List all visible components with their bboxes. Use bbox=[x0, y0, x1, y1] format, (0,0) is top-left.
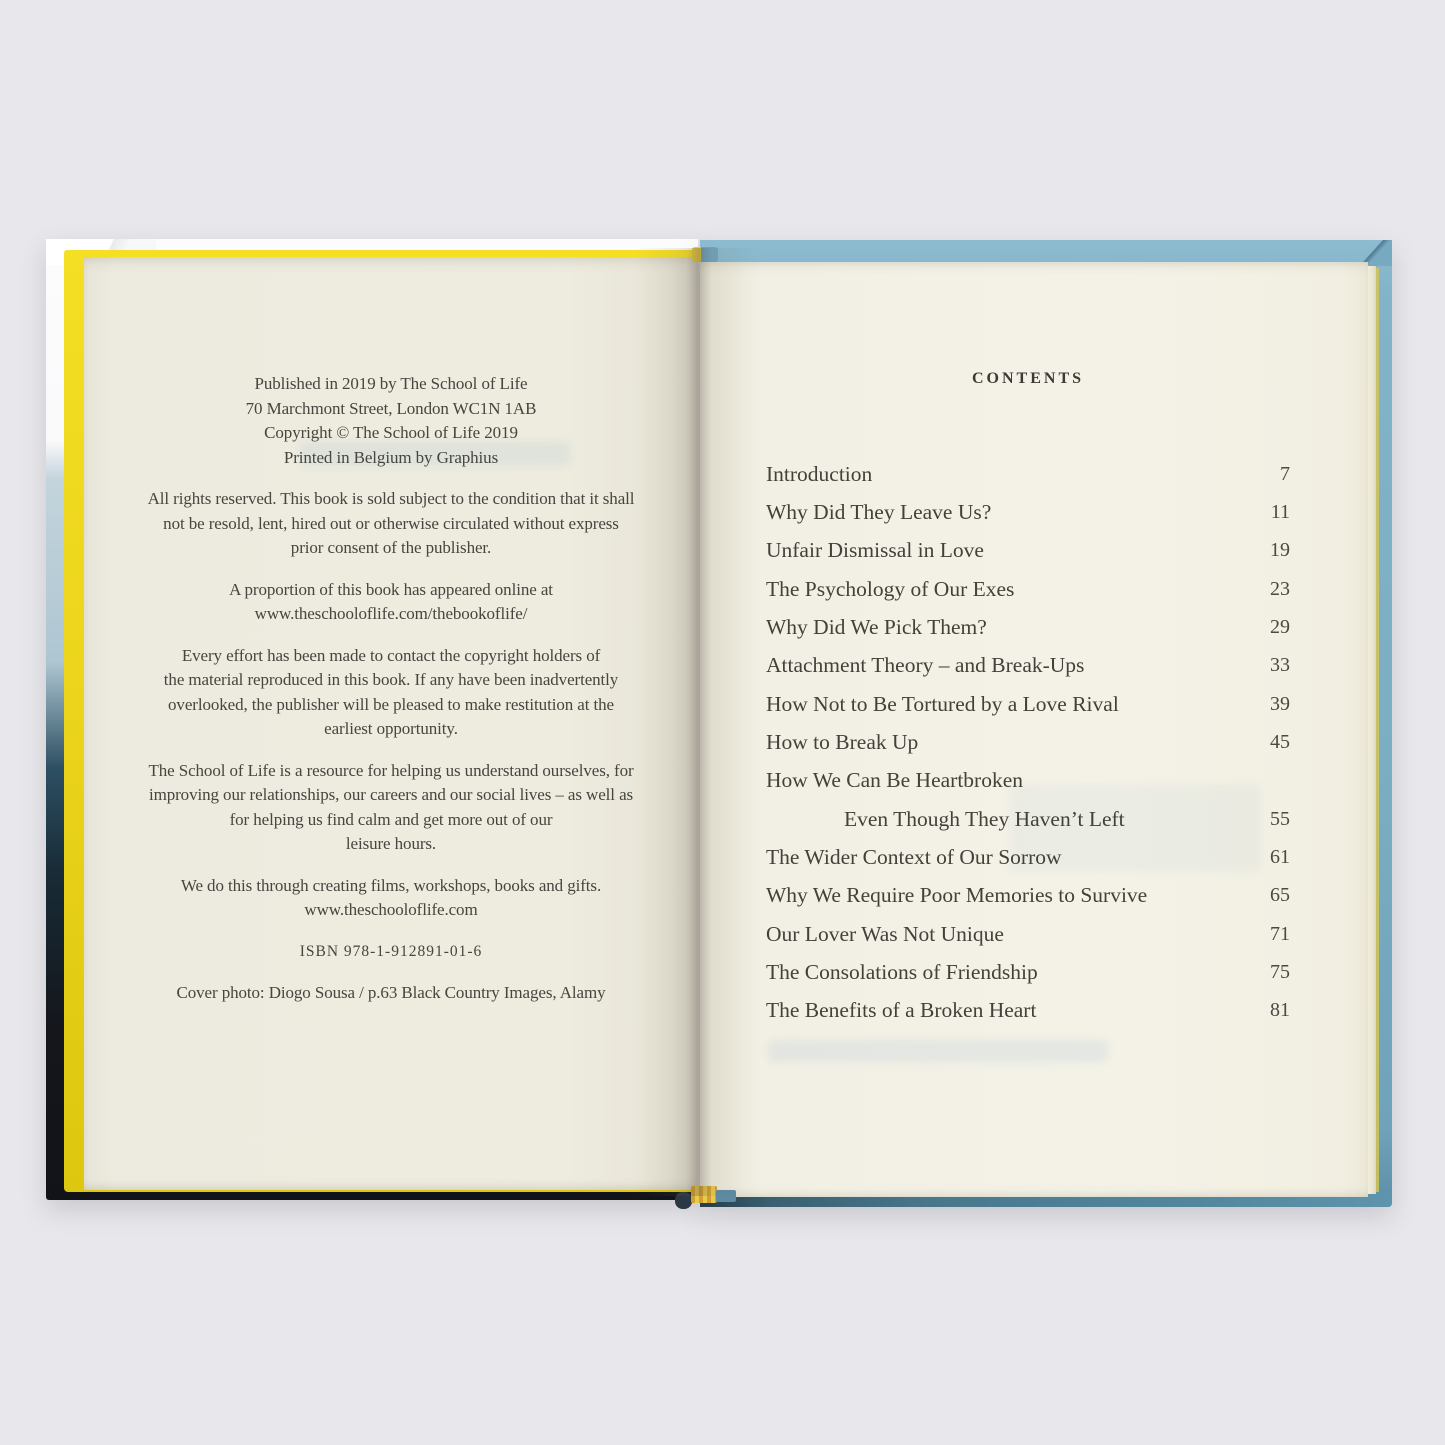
contents-heading: CONTENTS bbox=[971, 370, 1085, 387]
imprint-line: All rights reserved. This book is sold subject to the condition that it shall bbox=[147, 489, 635, 508]
headband-top bbox=[692, 247, 718, 262]
imprint-line: earliest opportunity. bbox=[324, 719, 458, 738]
imprint-paragraph bbox=[104, 644, 678, 742]
toc-page-number: 19 bbox=[1270, 539, 1290, 562]
toc-title: Why Did We Pick Them? bbox=[766, 615, 987, 640]
headband-bottom-knot bbox=[675, 1192, 692, 1209]
imprint-line: Published in 2019 by The School of Life bbox=[254, 374, 528, 393]
imprint-paragraph bbox=[104, 874, 678, 923]
headband-bottom bbox=[691, 1186, 717, 1203]
toc-page-number: 11 bbox=[1270, 501, 1290, 524]
toc-page-number: 7 bbox=[1280, 462, 1290, 485]
toc-row bbox=[766, 570, 1290, 608]
imprint-paragraph bbox=[104, 578, 678, 627]
imprint-line: We do this through creating films, workshops, books and gifts. bbox=[180, 875, 602, 895]
toc-page-number: 65 bbox=[1270, 884, 1290, 907]
cover-credit-paragraph bbox=[104, 981, 678, 1006]
imprint-line: for helping us find calm and get more out of our bbox=[229, 809, 553, 829]
imprint-line: The School of Life is a resource for helping us understand ourselves, for bbox=[148, 760, 634, 780]
toc-page-number: 23 bbox=[1270, 577, 1290, 600]
imprint-paragraph bbox=[104, 487, 678, 561]
toc-row bbox=[766, 455, 1290, 493]
imprint-line: Every effort has been made to contact the copyright holders of bbox=[181, 645, 601, 665]
headband-bottom-blue bbox=[716, 1190, 736, 1202]
imprint-line: 70 Marchmont Street, London WC1N 1AB bbox=[245, 398, 537, 418]
toc-title: The Consolations of Friendship bbox=[766, 960, 1038, 985]
imprint-paragraph bbox=[104, 759, 678, 857]
toc-row bbox=[766, 762, 1290, 800]
imprint-line: leisure hours. bbox=[345, 834, 437, 853]
toc-title: Introduction bbox=[766, 461, 873, 486]
toc-title: The Wider Context of Our Sorrow bbox=[766, 845, 1062, 870]
toc-title: How Not to Be Tortured by a Love Rival bbox=[766, 691, 1119, 716]
cover-credit-line: Cover photo: Diogo Sousa / p.63 Black Country Images, Alamy bbox=[176, 983, 606, 1002]
toc-row bbox=[766, 647, 1290, 685]
toc-row bbox=[766, 992, 1290, 1030]
imprint-line: Printed in Belgium by Graphius bbox=[283, 447, 499, 467]
toc-page-number: 39 bbox=[1270, 692, 1290, 715]
toc-row bbox=[766, 915, 1290, 953]
ghost-showthrough bbox=[768, 1040, 1108, 1062]
toc-row bbox=[766, 608, 1290, 646]
toc-title: Why Did They Leave Us? bbox=[766, 500, 992, 525]
toc-title: How We Can Be Heartbroken bbox=[766, 768, 1023, 793]
imprint-line: the material reproduced in this book. If any have been inadvertently bbox=[163, 670, 619, 689]
imprint-text-block bbox=[104, 372, 678, 1006]
toc-page-number: 55 bbox=[1270, 807, 1290, 830]
toc-row bbox=[766, 493, 1290, 531]
toc-page-number: 71 bbox=[1270, 922, 1290, 945]
toc-title: Why We Require Poor Memories to Survive bbox=[766, 883, 1148, 908]
toc-page-number: 33 bbox=[1270, 654, 1290, 677]
toc-page-number: 81 bbox=[1270, 999, 1290, 1022]
toc-row bbox=[766, 685, 1290, 723]
isbn-line: ISBN 978-1-912891-01-6 bbox=[299, 942, 483, 960]
website-url: www.theschooloflife.com/thebookoflife/ bbox=[254, 604, 528, 623]
toc-title: Even Though They Haven’t Left bbox=[844, 806, 1125, 831]
imprint-line: prior consent of the publisher. bbox=[290, 538, 492, 557]
toc-row bbox=[766, 723, 1290, 761]
toc-title: Our Lover Was Not Unique bbox=[766, 921, 1004, 946]
imprint-paragraph bbox=[104, 372, 678, 470]
isbn-paragraph bbox=[104, 940, 678, 965]
toc-page-number: 75 bbox=[1270, 961, 1290, 984]
toc-row bbox=[766, 953, 1290, 991]
toc-page-number: 29 bbox=[1270, 616, 1290, 639]
toc-page-number: 61 bbox=[1270, 846, 1290, 869]
imprint-line: A proportion of this book has appeared online at bbox=[229, 579, 553, 599]
website-url: www.theschooloflife.com bbox=[304, 900, 478, 919]
toc-row bbox=[766, 838, 1290, 876]
toc-title: How to Break Up bbox=[766, 730, 919, 755]
toc-page-number: 45 bbox=[1270, 731, 1290, 754]
imprint-line: overlooked, the publisher will be pleased to make restitution at the bbox=[168, 694, 614, 714]
toc-title: The Benefits of a Broken Heart bbox=[766, 998, 1037, 1023]
imprint-line: improving our relationships, our careers and our social lives – as well as bbox=[148, 785, 634, 804]
toc-row bbox=[766, 532, 1290, 570]
toc-title: Attachment Theory – and Break-Ups bbox=[766, 653, 1085, 678]
endpaper-edge-right bbox=[1376, 268, 1379, 1192]
toc-row bbox=[766, 877, 1290, 915]
toc-title: Unfair Dismissal in Love bbox=[766, 538, 984, 563]
imprint-line: not be resold, lent, hired out or otherwise circulated without express bbox=[163, 513, 619, 533]
imprint-line: Copyright © The School of Life 2019 bbox=[264, 423, 518, 442]
toc-title: The Psychology of Our Exes bbox=[766, 576, 1015, 601]
toc-list bbox=[766, 455, 1290, 1030]
toc-row-continuation bbox=[766, 800, 1290, 838]
